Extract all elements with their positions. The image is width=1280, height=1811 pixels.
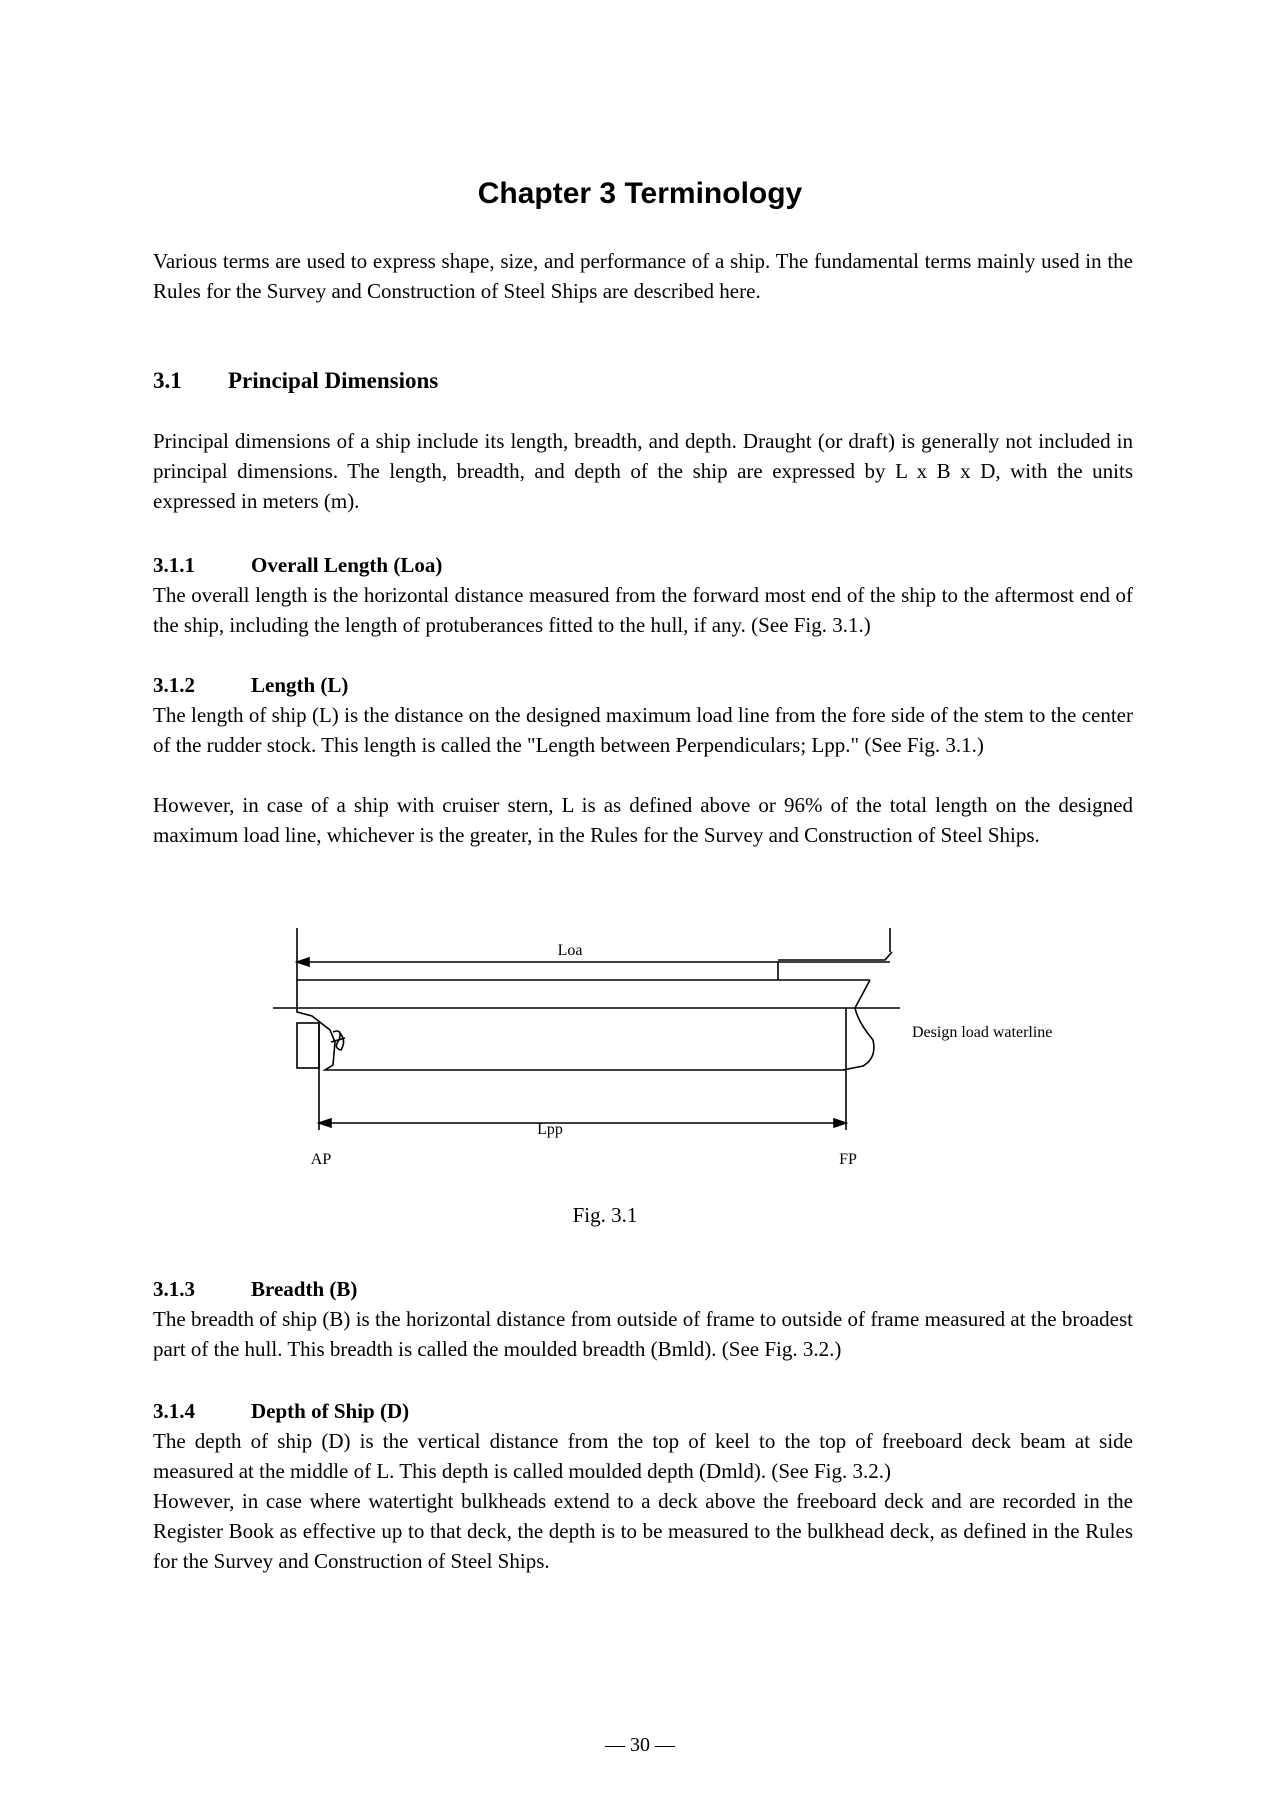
figure-caption: Fig. 3.1 — [572, 1203, 638, 1227]
section-number: 3.1.1 — [153, 553, 195, 577]
chapter-title: Chapter 3 Terminology — [477, 177, 803, 210]
lpp-label: Lpp — [537, 1121, 563, 1138]
section-heading-3-1-2 — [153, 670, 348, 700]
intro-paragraph: Various terms are used to express shape, size, and performance of a ship. The fundamental terms mainly used in the Rules for the Survey and Construction of Steel Ships are described here. — [153, 249, 1133, 303]
section-title: Overall Length (Loa) — [251, 553, 443, 577]
section-heading-3-1-4 — [153, 1396, 409, 1426]
bow-stem — [843, 980, 874, 1070]
section-heading-3-1-3 — [153, 1274, 357, 1304]
section-number: 3.1.4 — [153, 1399, 195, 1423]
section-3-1-body: Principal dimensions of a ship include its length, breadth, and depth. Draught (or draft) is generally not included in principal dimensions. The length, breadth, and depth of the ship are expressed by L x B x D, with the units expressed in meters (m). — [153, 429, 1133, 513]
section-number: 3.1.2 — [153, 673, 195, 697]
section-3-1-2-body-2: However, in case of a ship with cruiser stern, L is as defined above or 96% of the total length on the designed maximum load line, whichever is the greater, in the Rules for the Survey and Construction of Steel Ships. — [153, 793, 1133, 847]
section-3-1-2-body-1: The length of ship (L) is the distance on the designed maximum load line from the fore side of the stem to the center of the rudder stock. This length is called the "Length between Perpendiculars; Lpp." (See Fig. 3.1.) — [153, 703, 1133, 757]
lpp-arrow-forward — [834, 1119, 846, 1127]
section-title: Depth of Ship (D) — [251, 1399, 410, 1423]
rudder — [297, 1023, 319, 1068]
loa-label: Loa — [557, 942, 583, 959]
section-number: 3.1 — [153, 368, 182, 393]
section-3-1-1-body: The overall length is the horizontal distance measured from the forward most end of the ship to the aftermost end of the ship, including the length of protuberances fitted to the hull, if any. (See Fig. 3.1.) — [153, 583, 1133, 637]
section-title: Principal Dimensions — [228, 368, 439, 393]
forecastle — [778, 952, 892, 980]
waterline-label: Design load waterline — [912, 1024, 1053, 1041]
page-number: — 30 — — [605, 1734, 675, 1756]
section-3-1-3-body: The breadth of ship (B) is the horizontal distance from outside of frame to outside of frame measured at the broadest part of the hull. This breadth is called the moulded breadth (Bmld). (See Fig. 3.2.) — [153, 1307, 1133, 1361]
section-title: Length (L) — [251, 673, 349, 697]
ap-label: AP — [310, 1151, 332, 1168]
section-heading-3-1 — [153, 366, 438, 396]
stern-profile — [297, 980, 367, 1070]
section-title: Breadth (B) — [251, 1277, 358, 1301]
lpp-arrow-aft — [319, 1119, 331, 1127]
loa-arrow-aft — [297, 958, 309, 966]
section-heading-3-1-1 — [153, 550, 442, 580]
section-3-1-4-body-1: The depth of ship (D) is the vertical distance from the top of keel to the top of freeboard deck beam at side measured at the middle of L. This depth is called moulded depth (Dmld). (See Fig. 3.2.) — [153, 1429, 1133, 1483]
propeller — [331, 1031, 345, 1050]
section-number: 3.1.3 — [153, 1277, 195, 1301]
section-3-1-4-body-2: However, in case where watertight bulkheads extend to a deck above the freeboard deck and are recorded in the Register Book as effective up to that deck, the depth is to be measured to the bulkhead deck, as defined in the Rules for the Survey and Construction of Steel Ships. — [153, 1489, 1133, 1573]
fp-label: FP — [839, 1151, 857, 1168]
ship-profile-figure — [255, 920, 1085, 1180]
